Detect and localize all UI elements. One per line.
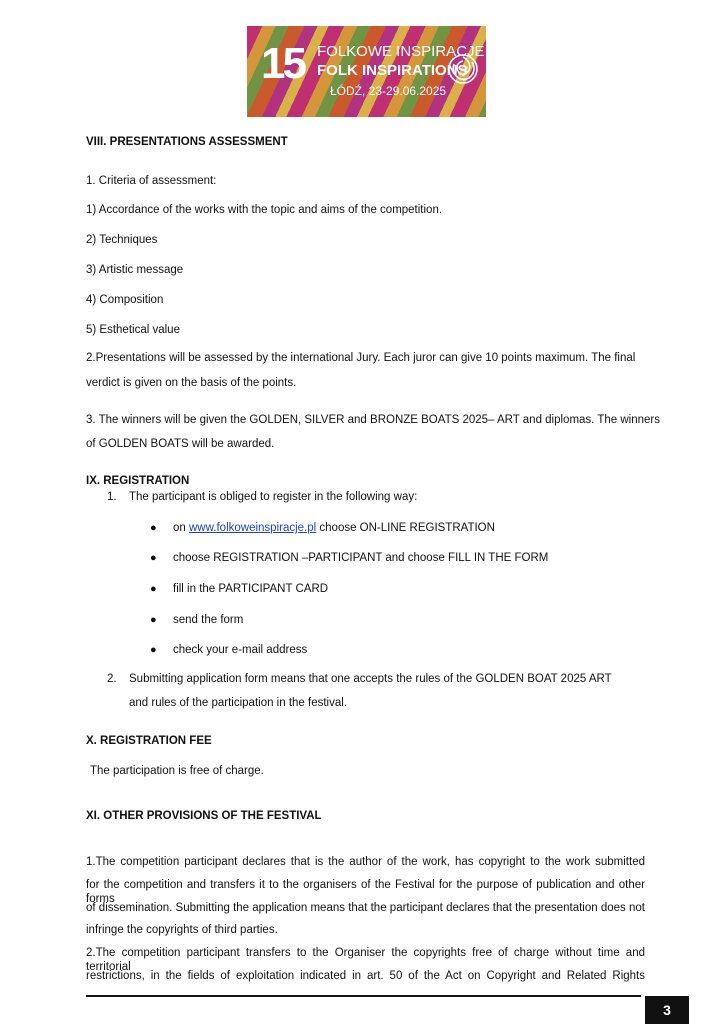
section-8-heading: VIII. PRESENTATIONS ASSESSMENT xyxy=(86,136,288,148)
section-9-heading: IX. REGISTRATION xyxy=(86,475,190,487)
bullet-1-prefix: on xyxy=(173,522,186,534)
bullet-icon: ● xyxy=(150,583,157,595)
footer-rule xyxy=(86,995,641,997)
criteria-intro: 1. Criteria of assessment: xyxy=(86,175,217,187)
bullet-2: choose REGISTRATION –PARTICIPANT and choose FILL IN THE FORM xyxy=(173,552,549,564)
bullet-4: send the form xyxy=(173,614,244,626)
registration-item-2-number: 2. xyxy=(107,673,117,685)
registration-item-1-text: The participant is obliged to register in the following way: xyxy=(129,491,418,503)
bullet-5: check your e-mail address xyxy=(173,644,308,656)
logo-title-english: FOLK INSPIRATIONS xyxy=(317,62,468,79)
logo-number: 15 xyxy=(261,39,304,88)
bullet-icon: ● xyxy=(150,644,157,656)
criteria-item-4: 4) Composition xyxy=(86,294,164,306)
registration-item-2-line-1: Submitting application form means that one accepts the rules of the GOLDEN BOAT 2025 ART xyxy=(129,673,612,685)
paragraph-2-line-2: verdict is given on the basis of the points. xyxy=(86,377,297,389)
page-number: 3 xyxy=(645,996,689,1024)
bullet-3: fill in the PARTICIPANT CARD xyxy=(173,583,329,595)
bullet-1-suffix: choose ON-LINE REGISTRATION xyxy=(319,522,495,534)
provision-1-line-3: of dissemination. Submitting the application means that the participant declares that the presentation does not xyxy=(86,902,645,914)
paragraph-2-line-1: 2.Presentations will be assessed by the international Jury. Each juror can give 10 points maximum. The final xyxy=(86,352,636,364)
provision-2-line-2: restrictions, in the fields of exploitation indicated in art. 50 of the Act on Copyright and Related Rights xyxy=(86,970,645,982)
provision-1-line-1: 1.The competition participant declares that is the author of the work, has copyright to the work submitted xyxy=(86,856,645,868)
bullet-icon: ● xyxy=(150,522,157,534)
criteria-item-2: 2) Techniques xyxy=(86,234,158,246)
provision-1-line-2: for the competition and transfers it to the organisers of the Festival for the purpose of publication and other forms xyxy=(86,879,645,905)
registration-fee-text: The participation is free of charge. xyxy=(90,765,264,777)
registration-item-2-line-2: and rules of the participation in the festival. xyxy=(129,697,347,709)
bullet-icon: ● xyxy=(150,614,157,626)
section-11-heading: XI. OTHER PROVISIONS OF THE FESTIVAL xyxy=(86,810,322,822)
rose-icon xyxy=(446,52,480,86)
logo-place-date: ŁÓDŹ, 23-29.06.2025 xyxy=(330,84,447,98)
bullet-1 xyxy=(173,521,495,535)
bullet-icon: ● xyxy=(150,552,157,564)
provision-2-line-1: 2.The competition participant transfers to the Organiser the copyrights free of charge without time and territorial xyxy=(86,947,645,973)
registration-item-1-number: 1. xyxy=(107,491,117,503)
paragraph-3-line-2: of GOLDEN BOATS will be awarded. xyxy=(86,438,275,450)
section-10-heading: X. REGISTRATION FEE xyxy=(86,735,212,747)
paragraph-3-line-1: 3. The winners will be given the GOLDEN, SILVER and BRONZE BOATS 2025– ART and diplomas. The winners xyxy=(86,414,661,426)
festival-website-link[interactable]: www.folkoweinspiracje.pl xyxy=(189,522,317,534)
logo-title-polish: FOLKOWE INSPIRACJE xyxy=(317,43,485,60)
criteria-item-3: 3) Artistic message xyxy=(86,264,184,276)
provision-1-line-4: infringe the copyrights of third parties. xyxy=(86,924,278,936)
criteria-item-1: 1) Accordance of the works with the topic and aims of the competition. xyxy=(86,204,443,216)
criteria-item-5: 5) Esthetical value xyxy=(86,324,180,336)
festival-logo xyxy=(247,26,486,117)
